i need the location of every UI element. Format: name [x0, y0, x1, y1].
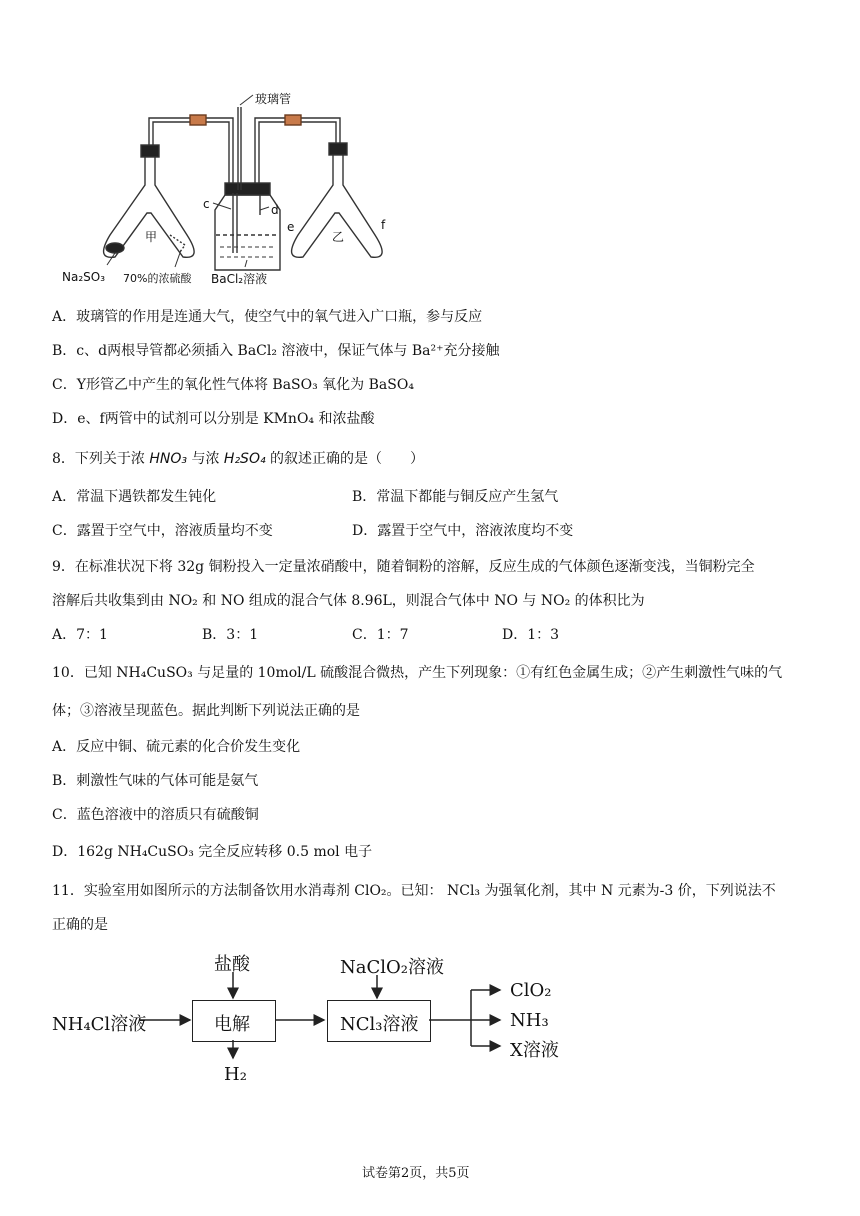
bacl2-label: BaCl₂溶液: [211, 272, 268, 286]
q8-hno3: HNO₃: [149, 451, 188, 467]
h2-label: H₂: [224, 1064, 247, 1085]
glass-tube-label: 玻璃管: [255, 92, 292, 106]
label-d: d: [271, 203, 279, 217]
q8-stem-b: 与浓: [191, 451, 220, 467]
page-footer: 试卷第2页，共5页: [362, 1166, 470, 1181]
q10-line1: 10．已知 NH₄CuSO₃ 与足量的 10mol/L 硫酸混合微热，产生下列现象：①有红色金属生成；②产生刺激性气味的气: [52, 665, 783, 681]
q7-option-a: A．玻璃管的作用是连通大气，使空气中的氧气进入广口瓶，参与反应: [52, 309, 483, 325]
x-solution-label: X溶液: [510, 1040, 559, 1061]
q10-option-d: D．162g NH₄CuSO₃ 完全反应转移 0.5 mol 电子: [52, 844, 373, 860]
q7-option-b: B．c、d两根导管都必须插入 BaCl₂ 溶液中，保证气体与 Ba²⁺充分接触: [52, 343, 500, 359]
jia-label: 甲: [145, 230, 158, 244]
q10-line2: 体；③溶液呈现蓝色。据此判断下列说法正确的是: [52, 703, 360, 719]
q11-line2: 正确的是: [52, 917, 108, 933]
q8-option-c: C．露置于空气中，溶液质量均不变: [52, 523, 273, 539]
q9-line2: 溶解后共收集到由 NO₂ 和 NO 组成的混合气体 8.96L，则混合气体中 NO 与 NO₂ 的体积比为: [52, 593, 645, 609]
q8-stem: [52, 452, 424, 466]
q10-option-a: A．反应中铜、硫元素的化合价发生变化: [52, 739, 301, 755]
apparatus-figure: [55, 85, 415, 295]
q9-option-a: A．7：1: [52, 627, 108, 643]
q8-h2so4: H₂SO₄: [223, 451, 266, 467]
nh3-label: NH₃: [510, 1010, 549, 1031]
electrolysis-label: 电解: [214, 1014, 250, 1035]
q8-option-d: D．露置于空气中，溶液浓度均不变: [352, 523, 574, 539]
q7-option-c: C．Y形管乙中产生的氧化性气体将 BaSO₃ 氧化为 BaSO₄: [52, 377, 414, 393]
q8-option-a: A．常温下遇铁都发生钝化: [52, 489, 217, 505]
label-c: c: [203, 197, 210, 211]
q8-option-b: B．常温下都能与铜反应产生氢气: [352, 489, 559, 505]
q9-option-c: C．1：7: [352, 627, 409, 643]
na2so3-label: Na₂SO₃: [62, 270, 106, 284]
q9-option-d: D．1：3: [502, 627, 560, 643]
q9-option-b: B．3：1: [202, 627, 259, 643]
acid-label: 70%的浓硫酸: [123, 272, 192, 285]
q8-stem-c: 的叙述正确的是（ ）: [270, 451, 425, 467]
clo2-label: ClO₂: [510, 980, 552, 1001]
q10-option-b: B．刺激性气味的气体可能是氨气: [52, 773, 259, 789]
q7-option-d: D．e、f两管中的试剂可以分别是 KMnO₄ 和浓盐酸: [52, 411, 375, 427]
yi-label: 乙: [332, 230, 345, 244]
q10-option-c: C．蓝色溶液中的溶质只有硫酸铜: [52, 807, 259, 823]
q8-stem-a: 8．下列关于浓: [52, 451, 145, 467]
nh4cl-label: NH₄Cl溶液: [52, 1014, 147, 1035]
hcl-label: 盐酸: [214, 954, 250, 975]
label-f: f: [381, 218, 386, 232]
naclo2-label: NaClO₂溶液: [340, 957, 444, 978]
q9-line1: 9．在标准状况下将 32g 铜粉投入一定量浓硝酸中，随着铜粉的溶解，反应生成的气体颜色逐渐变浅，当铜粉完全: [52, 559, 755, 575]
q11-line1: 11．实验室用如图所示的方法制备饮用水消毒剂 ClO₂。已知： NCl₃ 为强氧化剂，其中 N 元素为-3 价，下列说法不: [52, 883, 776, 899]
ncl3-label: NCl₃溶液: [340, 1014, 419, 1035]
label-e: e: [287, 220, 295, 234]
